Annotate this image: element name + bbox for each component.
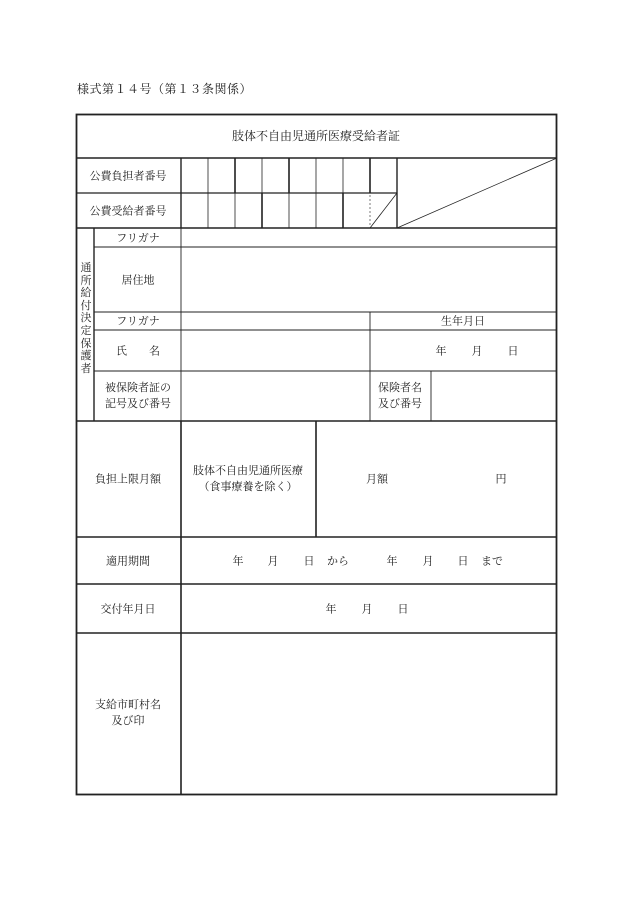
- address-furigana-label: フリガナ: [116, 231, 160, 245]
- issue-day-unit: 日: [397, 602, 409, 616]
- period-until: まで: [481, 554, 503, 568]
- public-payer-number-label: 公費負担者番号: [89, 169, 167, 183]
- birth-month-unit: 月: [471, 344, 483, 358]
- monthly-amount-label: 月額: [366, 472, 388, 486]
- period-start-month: 月: [267, 554, 279, 568]
- period-end-day: 日: [457, 554, 469, 568]
- municipality-label: 支給市町村名 及び印: [95, 698, 161, 727]
- insurer-name-label: 保険者名 及び番号: [378, 381, 422, 410]
- period-from: から: [327, 554, 349, 568]
- name-label: 氏 名: [116, 344, 160, 358]
- insured-id-label: 被保険者証の 記号及び番号: [105, 381, 171, 410]
- period-label: 適用期間: [106, 554, 150, 568]
- issue-date-label: 交付年月日: [100, 602, 156, 616]
- issue-year-unit: 年: [325, 602, 337, 616]
- form-number: 様式第１４号（第１３条関係）: [77, 82, 253, 96]
- yen-unit: 円: [495, 472, 507, 486]
- birth-date-label: 生年月日: [441, 314, 485, 328]
- name-furigana-label: フリガナ: [116, 314, 160, 328]
- issue-month-unit: 月: [361, 602, 373, 616]
- certificate-title: 肢体不自由児通所医療受給者証: [231, 129, 401, 143]
- guardian-section-label: 通 所 給 付 決 定 保 護 者: [80, 261, 92, 375]
- period-end-year: 年: [386, 554, 398, 568]
- period-end-month: 月: [422, 554, 434, 568]
- period-start-year: 年: [232, 554, 244, 568]
- period-start-day: 日: [303, 554, 315, 568]
- address-label: 居住地: [121, 273, 155, 287]
- public-recipient-number-label: 公費受給者番号: [89, 204, 167, 218]
- burden-category: 肢体不自由児通所医療 （食事療養を除く）: [193, 464, 303, 493]
- burden-limit-label: 負担上限月額: [95, 472, 161, 486]
- birth-day-unit: 日: [507, 344, 519, 358]
- birth-year-unit: 年: [435, 344, 447, 358]
